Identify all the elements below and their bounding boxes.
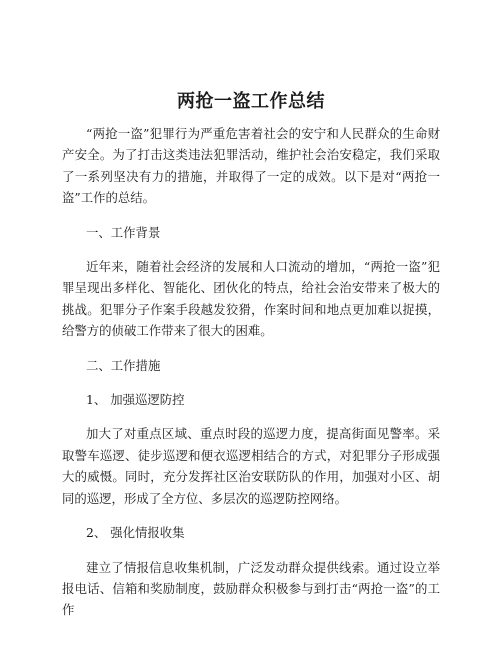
subheading-patrol: 1、 加强巡逻防控 [86, 392, 185, 408]
background-paragraph: 近年来，随着社会经济的发展和人口流动的增加，“两抢一盗”犯罪呈现出多样化、智能化、团伙化的特点，给社会治安带来了极大的挑战。犯罪分子作案手段越发狡猾，作案时间和地点更加难以捉摸，给警方的侦破工作带来了很大的困难。 [62, 259, 440, 339]
document-title: 两抢一盗工作总结 [177, 91, 325, 112]
intro-paragraph: “两抢一盗”犯罪行为严重危害着社会的安宁和人民群众的生命财产安全。为了打击这类违法犯罪活动，维护社会治安稳定，我们采取了一系列坚决有力的措施，并取得了一定的成效。以下是对“两抢一盗”工作的总结。 [62, 126, 440, 206]
subheading-intelligence: 2、 强化情报收集 [86, 525, 185, 541]
intelligence-paragraph: 建立了情报信息收集机制，广泛发动群众提供线索。通过设立举报电话、信箱和奖励制度，鼓励群众积极参与到打击“两抢一盗”的工作 [62, 559, 440, 618]
section-heading-background: 一、工作背景 [86, 224, 161, 240]
document-body [62, 123, 440, 634]
patrol-paragraph: 加大了对重点区域、重点时段的巡逻力度，提高街面见警率。采取警车巡逻、徒步巡逻和便衣巡逻相结合的方式，对犯罪分子形成强大的威慑。同时，充分发挥社区治安联防队的作用，加强对小区、胡同的巡逻，形成了全方位、多层次的巡逻防控网络。 [62, 426, 440, 506]
section-heading-measures: 二、工作措施 [86, 357, 161, 373]
